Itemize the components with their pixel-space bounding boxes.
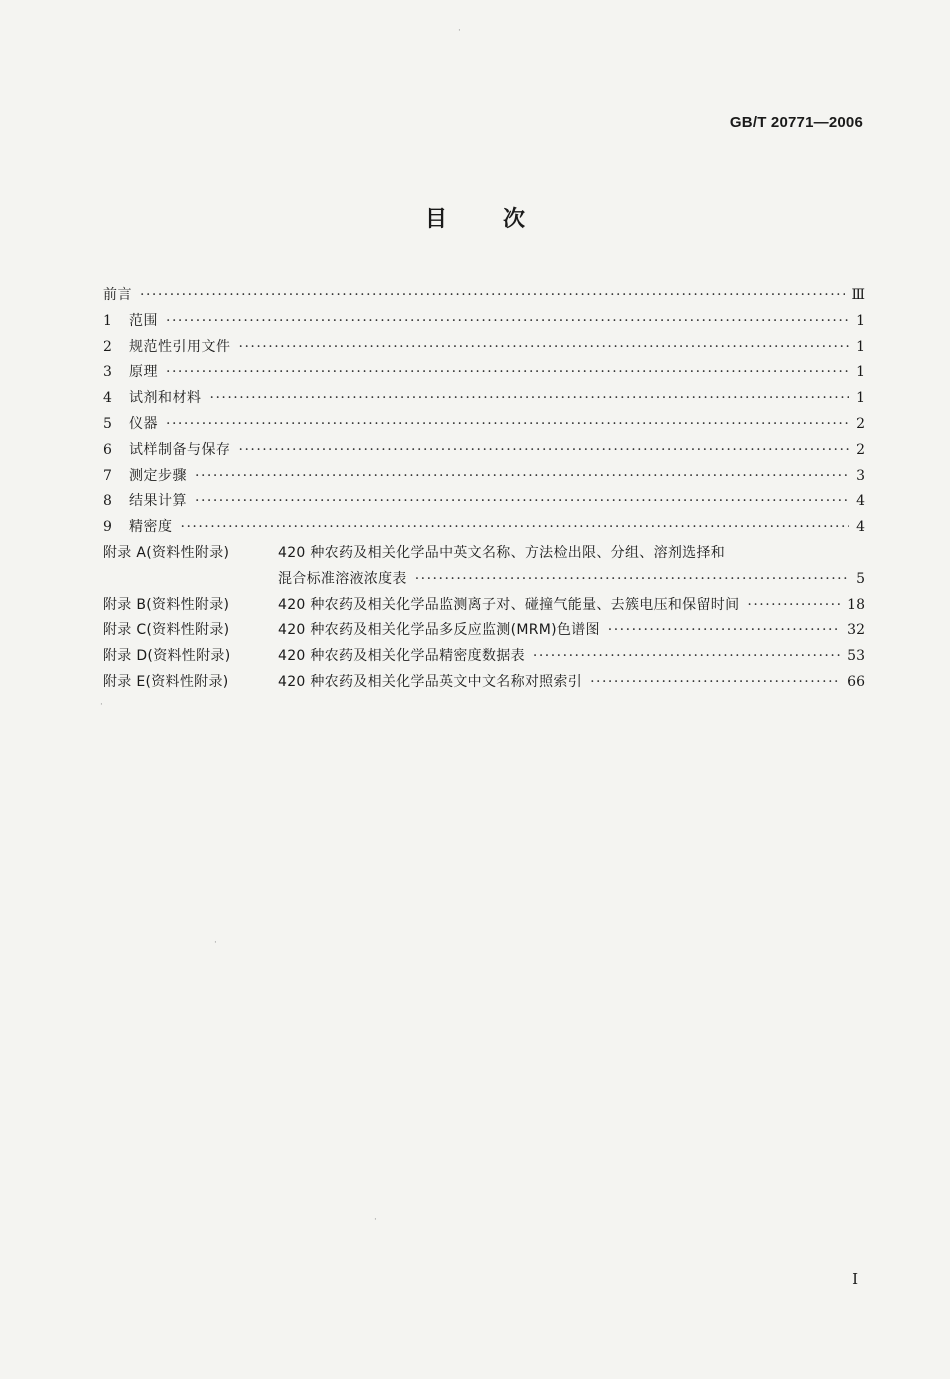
toc-page: 3 [856,467,865,484]
toc-page: 1 [856,390,865,407]
toc-entry-6[interactable] [103,439,865,465]
leader-dots [239,442,850,458]
leader-dots [195,493,849,509]
toc-entry-4[interactable] [103,387,865,413]
page-number: I [852,1270,858,1288]
toc-page: 53 [847,648,865,665]
toc-page: 1 [856,312,865,329]
toc-label: 前言 [103,287,132,303]
toc-label: 原理 [129,364,158,381]
leader-dots [210,390,850,406]
toc-appendix-a-line1[interactable] [103,542,865,568]
appendix-label: 420 种农药及相关化学品多反应监测(MRM)色谱图 [278,622,600,639]
toc-entry-9[interactable] [103,516,865,542]
appendix-label: 420 种农药及相关化学品监测离子对、碰撞气能量、去簇电压和保留时间 [278,596,740,613]
leader-dots [181,519,850,535]
leader-dots [590,674,841,690]
toc-num: 9 [103,519,112,536]
scan-speck: · [214,938,217,948]
appendix-label: 420 种农药及相关化学品中英文名称、方法检出限、分组、溶剂选择和 [278,544,726,561]
toc-num: 2 [103,338,112,355]
toc-entry-1[interactable] [103,310,865,336]
toc-num: 7 [103,467,112,484]
appendix-label: 混合标准溶液浓度表 [278,570,407,587]
leader-dots [195,468,849,484]
toc-entry-7[interactable] [103,465,865,491]
toc-page: 18 [847,596,865,613]
scan-speck: · [458,26,461,36]
toc-page: Ⅲ [851,287,865,303]
appendix-label: 420 种农药及相关化学品精密度数据表 [278,648,525,665]
appendix-label: 420 种农药及相关化学品英文中文名称对照索引 [278,673,583,690]
toc-entry-2[interactable] [103,336,865,362]
title-char-1: 目 [424,207,447,232]
toc-label: 试剂和材料 [129,390,202,407]
toc-page: 1 [856,338,865,355]
toc-label: 试样制备与保存 [129,441,231,458]
appendix-prefix: 附录 C(资料性附录) [103,622,230,639]
toc-entry-3[interactable] [103,361,865,387]
toc-num: 4 [103,390,112,407]
appendix-prefix: 附录 A(资料性附录) [103,544,230,561]
leader-dots [166,364,849,380]
toc-appendix-e[interactable] [103,671,865,697]
toc-entry-foreword[interactable] [103,284,865,310]
toc-num: 6 [103,441,112,458]
toc-label: 规范性引用文件 [129,338,231,355]
leader-dots [239,339,850,355]
toc-page: 66 [847,673,865,690]
leader-dots [533,648,841,664]
leader-dots [747,597,841,613]
page-title [0,202,950,233]
toc-entry-8[interactable] [103,490,865,516]
toc-page: 2 [856,415,865,432]
toc-num: 3 [103,364,112,381]
leader-dots [166,416,849,432]
toc-num: 1 [103,312,112,329]
appendix-prefix: 附录 D(资料性附录) [103,648,231,665]
toc-appendix-d[interactable] [103,645,865,671]
toc-entry-5[interactable] [103,413,865,439]
toc-label: 测定步骤 [129,467,187,484]
toc-num: 5 [103,415,112,432]
appendix-prefix: 附录 B(资料性附录) [103,596,230,613]
leader-dots [415,571,849,587]
toc-page: 4 [856,519,865,536]
toc-num: 8 [103,493,112,510]
leader-dots [608,622,841,638]
toc-label: 精密度 [129,519,173,536]
toc-page: 2 [856,441,865,458]
appendix-prefix: 附录 E(资料性附录) [103,673,229,690]
standard-number: GB/T 20771—2006 [729,114,863,131]
leader-dots [166,313,849,329]
toc-label: 仪器 [129,415,158,432]
title-char-2: 次 [503,207,526,232]
toc-label: 结果计算 [129,493,187,510]
toc-page: 32 [847,622,865,639]
toc-page: 5 [856,570,865,587]
toc-appendix-c[interactable] [103,619,865,645]
toc-appendix-b[interactable] [103,594,865,620]
toc-page: 4 [856,493,865,510]
scan-speck: · [100,700,103,710]
toc-page: 1 [856,364,865,381]
table-of-contents [103,284,865,697]
toc-appendix-a-line2[interactable] [103,568,865,594]
leader-dots [140,287,845,303]
scan-speck: · [374,1215,377,1225]
toc-label: 范围 [129,312,158,329]
